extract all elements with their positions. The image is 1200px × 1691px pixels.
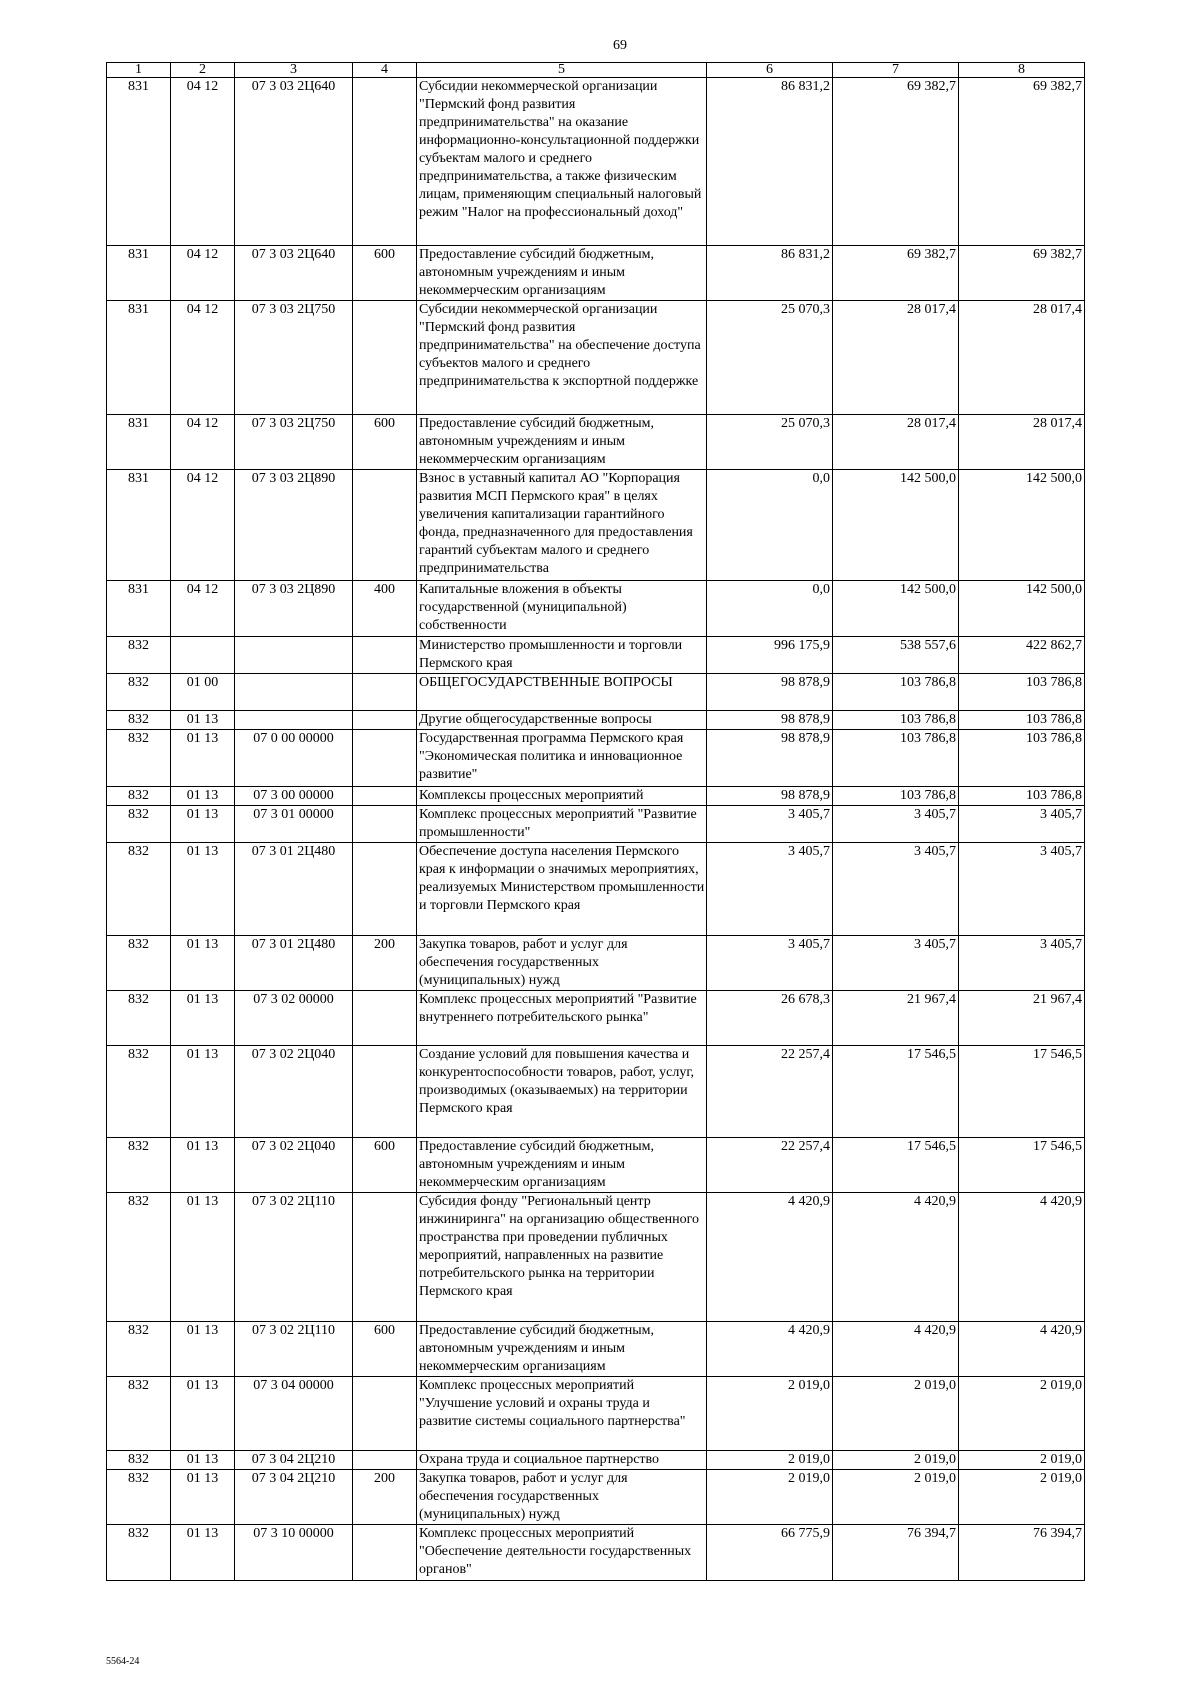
table-row xyxy=(107,1470,1085,1525)
cell-expense-type xyxy=(353,1525,417,1581)
cell-amount-8: 76 394,7 xyxy=(959,1525,1085,1581)
cell-amount-6: 98 878,9 xyxy=(707,711,833,730)
cell-amount-7: 28 017,4 xyxy=(833,415,959,470)
cell-section: 01 13 xyxy=(171,1193,235,1322)
cell-amount-8: 28 017,4 xyxy=(959,415,1085,470)
cell-amount-6: 98 878,9 xyxy=(707,730,833,787)
cell-amount-7: 17 546,5 xyxy=(833,1138,959,1193)
cell-expense-type xyxy=(353,674,417,711)
cell-amount-6: 66 775,9 xyxy=(707,1525,833,1581)
cell-section xyxy=(171,637,235,674)
cell-amount-7: 2 019,0 xyxy=(833,1470,959,1525)
table-row xyxy=(107,936,1085,991)
header-col-4: 4 xyxy=(353,63,417,78)
cell-expense-type: 600 xyxy=(353,246,417,301)
header-col-8: 8 xyxy=(959,63,1085,78)
cell-name: Закупка товаров, работ и услуг для обеспечения государственных (муниципальных) нужд xyxy=(417,936,707,991)
table-row xyxy=(107,1322,1085,1377)
cell-amount-8: 3 405,7 xyxy=(959,806,1085,843)
cell-name: ОБЩЕГОСУДАРСТВЕННЫЕ ВОПРОСЫ xyxy=(417,674,707,711)
cell-section: 01 13 xyxy=(171,1138,235,1193)
cell-target-article: 07 3 01 2Ц480 xyxy=(235,936,353,991)
cell-amount-8: 4 420,9 xyxy=(959,1322,1085,1377)
cell-amount-6: 2 019,0 xyxy=(707,1470,833,1525)
cell-target-article: 07 0 00 00000 xyxy=(235,730,353,787)
cell-amount-8: 2 019,0 xyxy=(959,1451,1085,1470)
cell-expense-type xyxy=(353,991,417,1046)
cell-amount-8: 2 019,0 xyxy=(959,1470,1085,1525)
cell-admin-code: 831 xyxy=(107,246,171,301)
table-row xyxy=(107,1046,1085,1138)
cell-amount-6: 98 878,9 xyxy=(707,674,833,711)
cell-amount-6: 2 019,0 xyxy=(707,1451,833,1470)
cell-amount-7: 17 546,5 xyxy=(833,1046,959,1138)
cell-name: Предоставление субсидий бюджетным, автономным учреждениям и иным некоммерческим организациям xyxy=(417,415,707,470)
cell-name: Предоставление субсидий бюджетным, автономным учреждениям и иным некоммерческим организациям xyxy=(417,246,707,301)
table-row xyxy=(107,806,1085,843)
cell-admin-code: 832 xyxy=(107,787,171,806)
cell-amount-8: 17 546,5 xyxy=(959,1138,1085,1193)
cell-section: 04 12 xyxy=(171,470,235,581)
cell-name: Субсидия фонду "Региональный центр инжиниринга" на организацию общественного пространства при проведении публичных мероприятий, направленных на развитие потребительского рынка на территории Пермского края xyxy=(417,1193,707,1322)
cell-name: Закупка товаров, работ и услуг для обеспечения государственных (муниципальных) нужд xyxy=(417,1470,707,1525)
document-code: 5564-24 xyxy=(106,1656,140,1667)
table-row xyxy=(107,787,1085,806)
cell-name: Предоставление субсидий бюджетным, автономным учреждениям и иным некоммерческим организациям xyxy=(417,1322,707,1377)
cell-admin-code: 831 xyxy=(107,78,171,246)
cell-expense-type xyxy=(353,1046,417,1138)
cell-section: 01 13 xyxy=(171,1470,235,1525)
table-row xyxy=(107,1138,1085,1193)
cell-amount-6: 0,0 xyxy=(707,470,833,581)
cell-target-article: 07 3 03 2Ц640 xyxy=(235,246,353,301)
cell-section: 04 12 xyxy=(171,581,235,637)
header-col-7: 7 xyxy=(833,63,959,78)
cell-target-article: 07 3 10 00000 xyxy=(235,1525,353,1581)
cell-amount-8: 103 786,8 xyxy=(959,711,1085,730)
cell-amount-7: 538 557,6 xyxy=(833,637,959,674)
cell-admin-code: 832 xyxy=(107,1451,171,1470)
cell-amount-6: 2 019,0 xyxy=(707,1377,833,1451)
cell-admin-code: 831 xyxy=(107,301,171,415)
cell-section: 04 12 xyxy=(171,78,235,246)
cell-expense-type xyxy=(353,711,417,730)
header-col-5: 5 xyxy=(417,63,707,78)
cell-amount-6: 22 257,4 xyxy=(707,1046,833,1138)
cell-amount-8: 28 017,4 xyxy=(959,301,1085,415)
table-row xyxy=(107,1451,1085,1470)
header-row xyxy=(107,63,1085,78)
cell-amount-8: 4 420,9 xyxy=(959,1193,1085,1322)
cell-section: 01 13 xyxy=(171,1525,235,1581)
cell-amount-7: 4 420,9 xyxy=(833,1322,959,1377)
cell-expense-type: 400 xyxy=(353,581,417,637)
cell-amount-7: 3 405,7 xyxy=(833,936,959,991)
cell-name: Комплексы процессных мероприятий xyxy=(417,787,707,806)
header-col-3: 3 xyxy=(235,63,353,78)
cell-amount-7: 142 500,0 xyxy=(833,581,959,637)
cell-amount-7: 3 405,7 xyxy=(833,843,959,936)
cell-amount-8: 3 405,7 xyxy=(959,843,1085,936)
cell-target-article: 07 3 02 2Ц040 xyxy=(235,1046,353,1138)
cell-amount-6: 25 070,3 xyxy=(707,415,833,470)
cell-amount-6: 3 405,7 xyxy=(707,843,833,936)
table-row xyxy=(107,415,1085,470)
cell-amount-7: 21 967,4 xyxy=(833,991,959,1046)
cell-amount-8: 142 500,0 xyxy=(959,581,1085,637)
cell-expense-type xyxy=(353,843,417,936)
table-row xyxy=(107,470,1085,581)
cell-name: Предоставление субсидий бюджетным, автономным учреждениям и иным некоммерческим организациям xyxy=(417,1138,707,1193)
cell-amount-6: 22 257,4 xyxy=(707,1138,833,1193)
cell-amount-7: 3 405,7 xyxy=(833,806,959,843)
cell-expense-type xyxy=(353,1193,417,1322)
cell-target-article: 07 3 04 2Ц210 xyxy=(235,1470,353,1525)
cell-amount-6: 86 831,2 xyxy=(707,246,833,301)
cell-admin-code: 832 xyxy=(107,1470,171,1525)
cell-amount-8: 69 382,7 xyxy=(959,246,1085,301)
cell-amount-6: 0,0 xyxy=(707,581,833,637)
cell-amount-6: 4 420,9 xyxy=(707,1193,833,1322)
header-col-2: 2 xyxy=(171,63,235,78)
cell-admin-code: 832 xyxy=(107,711,171,730)
cell-amount-8: 103 786,8 xyxy=(959,787,1085,806)
cell-amount-8: 103 786,8 xyxy=(959,674,1085,711)
cell-expense-type xyxy=(353,301,417,415)
cell-name: Комплекс процессных мероприятий "Улучшение условий и охраны труда и развитие системы социального партнерства" xyxy=(417,1377,707,1451)
cell-name: Министерство промышленности и торговли Пермского края xyxy=(417,637,707,674)
cell-target-article xyxy=(235,637,353,674)
cell-admin-code: 832 xyxy=(107,806,171,843)
cell-amount-8: 21 967,4 xyxy=(959,991,1085,1046)
cell-amount-6: 86 831,2 xyxy=(707,78,833,246)
cell-amount-7: 103 786,8 xyxy=(833,730,959,787)
table-row xyxy=(107,991,1085,1046)
cell-target-article xyxy=(235,674,353,711)
cell-expense-type: 600 xyxy=(353,1138,417,1193)
cell-amount-6: 25 070,3 xyxy=(707,301,833,415)
cell-amount-8: 69 382,7 xyxy=(959,78,1085,246)
cell-amount-7: 103 786,8 xyxy=(833,674,959,711)
cell-amount-8: 142 500,0 xyxy=(959,470,1085,581)
cell-amount-7: 28 017,4 xyxy=(833,301,959,415)
cell-name: Субсидии некоммерческой организации "Пермский фонд развития предпринимательства" на оказание информационно-консультационной поддержки субъектам малого и среднего предпринимательства, а также физическим лицам, применяющим специальный налоговый режим "Налог на профессиональный доход" xyxy=(417,78,707,246)
cell-expense-type: 200 xyxy=(353,936,417,991)
cell-section: 01 13 xyxy=(171,787,235,806)
cell-admin-code: 831 xyxy=(107,581,171,637)
cell-admin-code: 832 xyxy=(107,1046,171,1138)
cell-name: Обеспечение доступа населения Пермского края к информации о значимых мероприятиях, реализуемых Министерством промышленности и торговли Пермского края xyxy=(417,843,707,936)
cell-amount-7: 76 394,7 xyxy=(833,1525,959,1581)
cell-target-article xyxy=(235,711,353,730)
cell-amount-6: 4 420,9 xyxy=(707,1322,833,1377)
cell-target-article: 07 3 04 00000 xyxy=(235,1377,353,1451)
cell-section: 01 13 xyxy=(171,1322,235,1377)
cell-amount-8: 3 405,7 xyxy=(959,936,1085,991)
cell-amount-6: 3 405,7 xyxy=(707,806,833,843)
table-row xyxy=(107,1525,1085,1581)
table-row xyxy=(107,1193,1085,1322)
cell-section: 01 13 xyxy=(171,843,235,936)
cell-section: 01 13 xyxy=(171,1046,235,1138)
cell-section: 01 13 xyxy=(171,1377,235,1451)
cell-admin-code: 832 xyxy=(107,1322,171,1377)
cell-admin-code: 832 xyxy=(107,1525,171,1581)
cell-name: Другие общегосударственные вопросы xyxy=(417,711,707,730)
cell-name: Комплекс процессных мероприятий "Обеспечение деятельности государственных органов" xyxy=(417,1525,707,1581)
cell-expense-type xyxy=(353,470,417,581)
cell-amount-8: 17 546,5 xyxy=(959,1046,1085,1138)
cell-section: 01 00 xyxy=(171,674,235,711)
cell-expense-type xyxy=(353,1451,417,1470)
cell-admin-code: 832 xyxy=(107,637,171,674)
cell-target-article: 07 3 03 2Ц640 xyxy=(235,78,353,246)
cell-expense-type xyxy=(353,1377,417,1451)
cell-admin-code: 831 xyxy=(107,415,171,470)
cell-target-article: 07 3 02 2Ц110 xyxy=(235,1193,353,1322)
cell-section: 01 13 xyxy=(171,806,235,843)
cell-amount-7: 103 786,8 xyxy=(833,787,959,806)
cell-amount-7: 69 382,7 xyxy=(833,78,959,246)
cell-amount-6: 26 678,3 xyxy=(707,991,833,1046)
header-col-6: 6 xyxy=(707,63,833,78)
cell-admin-code: 832 xyxy=(107,843,171,936)
cell-section: 04 12 xyxy=(171,246,235,301)
cell-expense-type xyxy=(353,730,417,787)
cell-section: 01 13 xyxy=(171,991,235,1046)
cell-admin-code: 832 xyxy=(107,991,171,1046)
cell-expense-type: 600 xyxy=(353,415,417,470)
table-row xyxy=(107,730,1085,787)
budget-table xyxy=(106,62,1085,1581)
cell-expense-type: 200 xyxy=(353,1470,417,1525)
cell-section: 01 13 xyxy=(171,1451,235,1470)
cell-amount-7: 2 019,0 xyxy=(833,1451,959,1470)
cell-target-article: 07 3 02 00000 xyxy=(235,991,353,1046)
header-col-1: 1 xyxy=(107,63,171,78)
cell-admin-code: 832 xyxy=(107,730,171,787)
cell-amount-7: 69 382,7 xyxy=(833,246,959,301)
cell-amount-8: 103 786,8 xyxy=(959,730,1085,787)
cell-name: Комплекс процессных мероприятий "Развитие внутреннего потребительского рынка" xyxy=(417,991,707,1046)
table-row xyxy=(107,711,1085,730)
cell-target-article: 07 3 01 2Ц480 xyxy=(235,843,353,936)
cell-section: 01 13 xyxy=(171,936,235,991)
cell-admin-code: 831 xyxy=(107,470,171,581)
cell-expense-type xyxy=(353,806,417,843)
cell-name: Создание условий для повышения качества и конкурентоспособности товаров, работ, услуг, производимых (оказываемых) на территории Пермского края xyxy=(417,1046,707,1138)
cell-admin-code: 832 xyxy=(107,936,171,991)
table-row xyxy=(107,301,1085,415)
cell-amount-6: 3 405,7 xyxy=(707,936,833,991)
cell-target-article: 07 3 00 00000 xyxy=(235,787,353,806)
cell-target-article: 07 3 04 2Ц210 xyxy=(235,1451,353,1470)
cell-amount-7: 2 019,0 xyxy=(833,1377,959,1451)
cell-amount-7: 103 786,8 xyxy=(833,711,959,730)
cell-target-article: 07 3 02 2Ц110 xyxy=(235,1322,353,1377)
cell-name: Комплекс процессных мероприятий "Развитие промышленности" xyxy=(417,806,707,843)
cell-section: 01 13 xyxy=(171,730,235,787)
cell-section: 04 12 xyxy=(171,415,235,470)
cell-admin-code: 832 xyxy=(107,674,171,711)
cell-target-article: 07 3 03 2Ц750 xyxy=(235,301,353,415)
cell-admin-code: 832 xyxy=(107,1193,171,1322)
cell-amount-6: 996 175,9 xyxy=(707,637,833,674)
cell-name: Субсидии некоммерческой организации "Пермский фонд развития предпринимательства" на обеспечение доступа субъектов малого и среднего предпринимательства к экспортной поддержке xyxy=(417,301,707,415)
cell-expense-type: 600 xyxy=(353,1322,417,1377)
cell-target-article: 07 3 03 2Ц890 xyxy=(235,470,353,581)
cell-amount-7: 4 420,9 xyxy=(833,1193,959,1322)
cell-name: Капитальные вложения в объекты государственной (муниципальной) собственности xyxy=(417,581,707,637)
cell-target-article: 07 3 02 2Ц040 xyxy=(235,1138,353,1193)
cell-admin-code: 832 xyxy=(107,1138,171,1193)
cell-target-article: 07 3 03 2Ц750 xyxy=(235,415,353,470)
cell-amount-7: 142 500,0 xyxy=(833,470,959,581)
table-row xyxy=(107,637,1085,674)
table-row xyxy=(107,78,1085,246)
cell-amount-8: 422 862,7 xyxy=(959,637,1085,674)
table-row xyxy=(107,1377,1085,1451)
cell-name: Государственная программа Пермского края "Экономическая политика и инновационное развитие" xyxy=(417,730,707,787)
cell-expense-type xyxy=(353,637,417,674)
cell-name: Взнос в уставный капитал АО "Корпорация развития МСП Пермского края" в целях увеличения капитализации гарантийного фонда, предназначенного для предоставления гарантий субъектам малого и среднего предпринимательства xyxy=(417,470,707,581)
table-row xyxy=(107,246,1085,301)
cell-amount-8: 2 019,0 xyxy=(959,1377,1085,1451)
cell-amount-6: 98 878,9 xyxy=(707,787,833,806)
cell-admin-code: 832 xyxy=(107,1377,171,1451)
cell-target-article: 07 3 03 2Ц890 xyxy=(235,581,353,637)
cell-expense-type xyxy=(353,787,417,806)
cell-section: 01 13 xyxy=(171,711,235,730)
cell-expense-type xyxy=(353,78,417,246)
table-row xyxy=(107,581,1085,637)
cell-target-article: 07 3 01 00000 xyxy=(235,806,353,843)
cell-name: Охрана труда и социальное партнерство xyxy=(417,1451,707,1470)
table-row xyxy=(107,674,1085,711)
cell-section: 04 12 xyxy=(171,301,235,415)
page-number: 69 xyxy=(613,38,627,53)
table-row xyxy=(107,843,1085,936)
